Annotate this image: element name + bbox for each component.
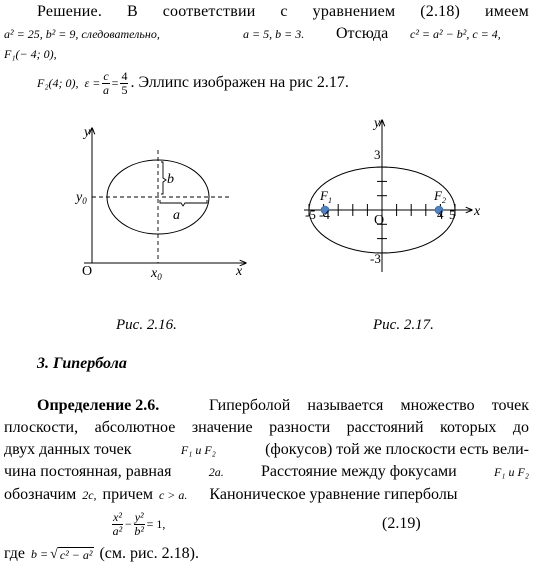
figure-2-17	[296, 112, 496, 282]
x0-label: $x_0$	[151, 266, 162, 282]
equation-rhs: = 1,	[146, 516, 166, 531]
solution-a2: a² = 25, b² = 9, следовательно,	[4, 27, 160, 41]
definition-line-1-text: Гиперболой называется множество точек	[209, 397, 529, 414]
fraction-4-over-5: $\frac{4}{5}$	[121, 68, 128, 97]
tick-label-5: 5	[449, 207, 456, 222]
definition-line-2: плоскости, абсолютное значение разности расстояний которых до	[4, 419, 529, 436]
tick-label-neg5: -5	[305, 207, 316, 222]
brace-b	[161, 162, 166, 194]
solution-f2: F₂(4; 0),	[37, 75, 79, 90]
x-axis-label: x	[474, 204, 481, 219]
sqrt-expression: √ c² − a²	[50, 547, 93, 562]
fraction-x2-over-a2: $\frac{\text{x²}}{\text{a²}}$	[112, 509, 123, 538]
origin-label: O	[374, 213, 385, 228]
brace-a	[160, 200, 207, 206]
figure-2-16	[60, 118, 260, 283]
fraction-c-over-a: $\frac{c}{a}$	[102, 68, 109, 97]
caption-fig-2-17: Рис. 2.17.	[373, 317, 434, 333]
solution-f1: F₁(− 4; 0),	[4, 47, 57, 61]
y-axis-label: y	[84, 125, 91, 140]
x-axis-label: x	[236, 264, 243, 279]
definition-line-1	[37, 397, 529, 415]
tick-label-neg3: -3	[370, 251, 381, 266]
solution-line-1	[37, 3, 529, 21]
solution-ecc-lhs: ε =	[84, 75, 101, 90]
where-line: где b = √ c² − a² (см. рис. 2.18).	[4, 545, 199, 562]
fraction-y2-over-b2: $\frac{\text{y²}}{\text{b²}}$	[134, 509, 144, 538]
solution-line-3	[37, 66, 349, 100]
solution-c-eq: c² = a² − b², c = 4,	[410, 27, 501, 41]
focus-f1-label: $F_1$	[320, 188, 332, 205]
solution-text: Решение. В соответствии с уравнением (2.18) имеем	[37, 3, 529, 20]
solution-ab: a = 5, b = 3.	[243, 27, 305, 41]
tick-label-3: 3	[374, 147, 381, 162]
equation-2-19	[110, 506, 165, 542]
tick-label-4: 4	[437, 207, 444, 222]
tick-label-neg4: -4	[319, 207, 330, 222]
a-label: a	[173, 208, 180, 223]
b-label: b	[167, 172, 174, 187]
origin-label: O	[82, 264, 93, 279]
equals-sign: =	[111, 75, 119, 90]
solution-hence: Отсюда	[336, 25, 389, 42]
y-axis-label: y	[374, 116, 381, 131]
definition-line-3: двух данных точек F₁ и F₂ (фокусов) той же плоскости есть вели-	[4, 441, 529, 458]
solution-tail: . Эллипс изображен на рис 2.17.	[130, 74, 349, 91]
section-title: 3. Гипербола	[37, 355, 127, 372]
definition-line-5: обозначим 2c, причем c > a. Каноническое уравнение гиперболы	[4, 486, 458, 503]
y0-label: $y_0$	[76, 190, 87, 206]
focus-f2-label: $F_2$	[434, 188, 446, 205]
definition-line-4: чина постоянная, равная 2a. Расстояние между фокусами F₁ и F₂	[4, 463, 529, 480]
equation-number: (2.19)	[382, 515, 421, 532]
definition-label: Определение 2.6.	[37, 397, 160, 414]
caption-fig-2-16: Рис. 2.16.	[116, 317, 177, 333]
minus-sign: −	[124, 516, 132, 531]
